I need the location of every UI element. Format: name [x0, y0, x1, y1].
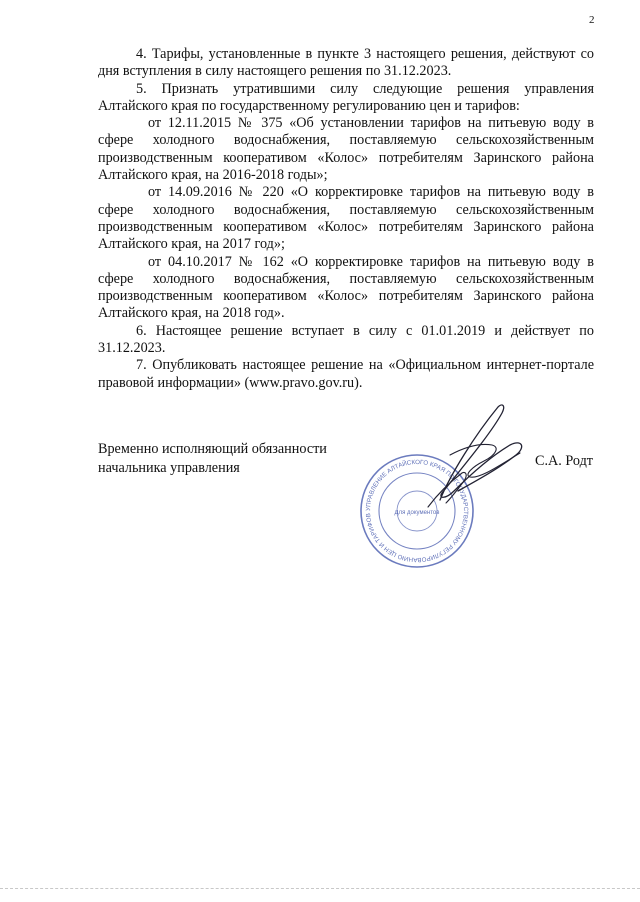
paragraph-5-item-2: от 14.09.2016 № 220 «О корректировке тарифов на питьевую воду в сфере холодного водоснабжения, поставляемую сельскохозяйственным производственным кооперативом «Колос» потребителям Заринского района Алтайского края, на 2017 год»; — [98, 184, 594, 253]
document-body — [98, 46, 594, 392]
paragraph-4: 4. Тарифы, установленные в пункте 3 настоящего решения, действуют со дня вступления в силу настоящего решения по 31.12.2023. — [98, 46, 594, 80]
page-number: 2 — [589, 14, 595, 26]
signer-name: С.А. Родт — [535, 453, 593, 469]
paragraph-5-item-3: от 04.10.2017 № 162 «О корректировке тарифов на питьевую воду в сфере холодного водоснабжения, поставляемую сельскохозяйственным производственным кооперативом «Колос» потребителям Заринского района Алтайского края, на 2018 год». — [98, 253, 594, 322]
paragraph-7: 7. Опубликовать настоящее решение на «Официальном интернет-портале правовой информации» (www.pravo.gov.ru). — [98, 357, 594, 391]
seal-center-text: Для документов — [394, 510, 440, 516]
paragraph-5: 5. Признать утратившими силу следующие решения управления Алтайского края по государственному регулированию цен и тарифов: — [98, 80, 594, 114]
seal-ring-text: УПРАВЛЕНИЕ АЛТАЙСКОГО КРАЯ ПО ГОСУДАРСТВЕННОМУ РЕГУЛИРОВАНИЮ ЦЕН И ТАРИФОВ — [364, 458, 470, 564]
paragraph-6: 6. Настоящее решение вступает в силу с 01.01.2019 и действует по 31.12.2023. — [98, 322, 594, 357]
page-bottom-edge — [0, 888, 640, 889]
paragraph-5-item-1: от 12.11.2015 № 375 «Об установлении тарифов на питьевую воду в сфере холодного водоснабжения, поставляемую сельскохозяйственным производственным кооперативом «Колос» потребителям Заринского района Алтайского края, на 2016-2018 годы»; — [98, 115, 594, 184]
signer-position: Временно исполняющий обязанности начальника управления — [98, 441, 327, 476]
handwritten-signature — [380, 395, 530, 515]
